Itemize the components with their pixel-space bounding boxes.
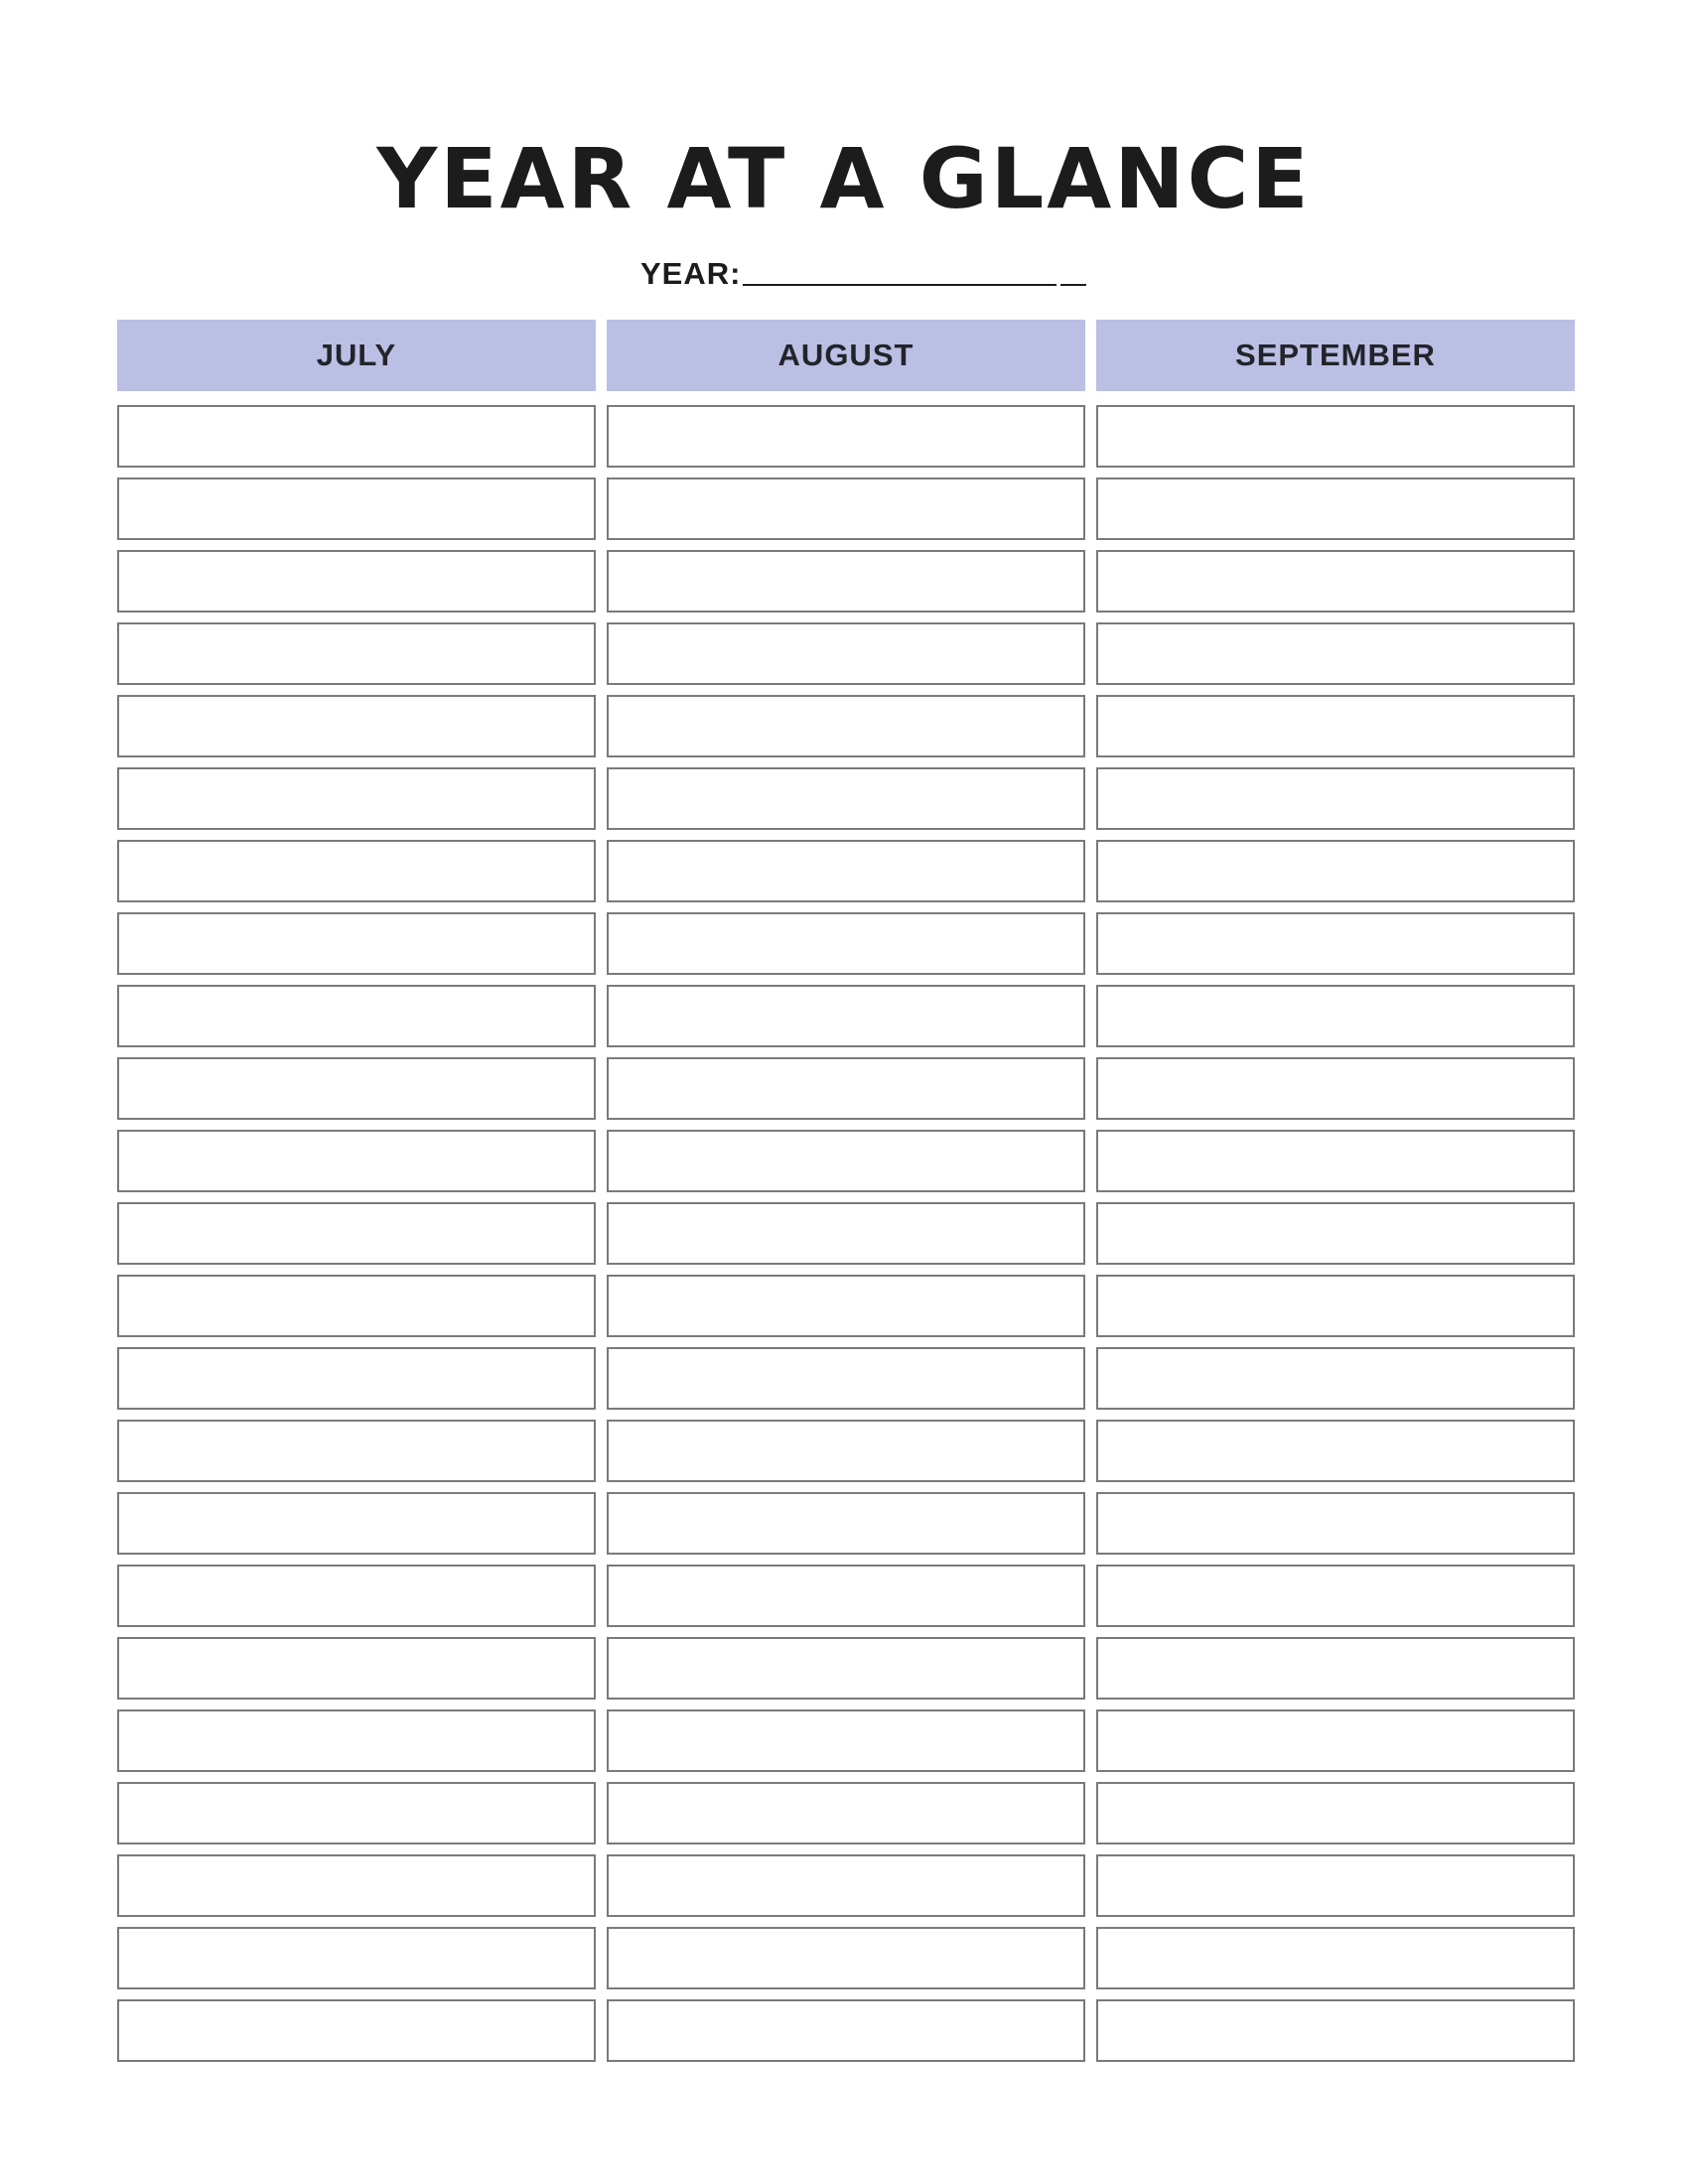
entry-box[interactable]: [1096, 1275, 1575, 1337]
month-header-september: SEPTEMBER: [1096, 320, 1575, 391]
entry-box[interactable]: [1096, 1347, 1575, 1410]
entry-box[interactable]: [1096, 767, 1575, 830]
entry-box[interactable]: [607, 1275, 1085, 1337]
entry-box[interactable]: [117, 1782, 596, 1844]
entry-box[interactable]: [1096, 1854, 1575, 1917]
entry-box[interactable]: [117, 1492, 596, 1555]
entry-box[interactable]: [607, 405, 1085, 468]
entry-box[interactable]: [117, 1202, 596, 1265]
entry-box[interactable]: [1096, 1782, 1575, 1844]
entry-box[interactable]: [1096, 1637, 1575, 1700]
entry-box[interactable]: [1096, 1565, 1575, 1627]
entry-box[interactable]: [1096, 1492, 1575, 1555]
entry-box[interactable]: [1096, 1927, 1575, 1989]
entry-box[interactable]: [117, 985, 596, 1047]
entry-box[interactable]: [607, 1709, 1085, 1772]
page-title: YEAR AT A GLANCE: [376, 130, 1312, 227]
entry-box[interactable]: [1096, 622, 1575, 685]
entry-box[interactable]: [607, 1999, 1085, 2062]
entry-box[interactable]: [1096, 1202, 1575, 1265]
entry-box[interactable]: [1096, 1130, 1575, 1192]
entry-box[interactable]: [117, 1420, 596, 1482]
entry-box[interactable]: [1096, 1999, 1575, 2062]
month-cells-september: [1096, 405, 1575, 2072]
entry-box[interactable]: [607, 985, 1085, 1047]
entry-box[interactable]: [607, 1782, 1085, 1844]
entry-box[interactable]: [607, 622, 1085, 685]
entry-box[interactable]: [607, 478, 1085, 540]
entry-box[interactable]: [1096, 985, 1575, 1047]
entry-box[interactable]: [607, 1202, 1085, 1265]
year-label: YEAR:: [640, 256, 742, 291]
month-column-september: [1096, 320, 1575, 2072]
entry-box[interactable]: [1096, 1709, 1575, 1772]
entry-box[interactable]: [607, 1565, 1085, 1627]
entry-box[interactable]: [117, 1130, 596, 1192]
month-column-august: [607, 320, 1085, 2072]
entry-box[interactable]: [607, 695, 1085, 757]
month-cells-july: [117, 405, 596, 2072]
entry-box[interactable]: [117, 1057, 596, 1120]
year-input-line[interactable]: [743, 250, 1086, 286]
month-header-august: AUGUST: [607, 320, 1085, 391]
entry-box[interactable]: [117, 912, 596, 975]
entry-box[interactable]: [607, 1637, 1085, 1700]
entry-box[interactable]: [1096, 550, 1575, 613]
entry-box[interactable]: [607, 1420, 1085, 1482]
month-column-july: [117, 320, 596, 2072]
month-header-july: JULY: [117, 320, 596, 391]
entry-box[interactable]: [607, 840, 1085, 902]
entry-box[interactable]: [117, 1709, 596, 1772]
entry-box[interactable]: [1096, 1420, 1575, 1482]
entry-box[interactable]: [607, 1927, 1085, 1989]
entry-box[interactable]: [117, 1347, 596, 1410]
entry-box[interactable]: [117, 1927, 596, 1989]
entry-box[interactable]: [117, 405, 596, 468]
entry-box[interactable]: [607, 767, 1085, 830]
entry-box[interactable]: [117, 1565, 596, 1627]
month-cells-august: [607, 405, 1085, 2072]
entry-box[interactable]: [117, 695, 596, 757]
entry-box[interactable]: [117, 767, 596, 830]
entry-box[interactable]: [117, 840, 596, 902]
entry-box[interactable]: [1096, 405, 1575, 468]
entry-box[interactable]: [1096, 695, 1575, 757]
entry-box[interactable]: [607, 550, 1085, 613]
entry-box[interactable]: [117, 478, 596, 540]
year-field: [640, 248, 1086, 292]
entry-box[interactable]: [1096, 840, 1575, 902]
entry-box[interactable]: [117, 550, 596, 613]
months-grid: [117, 320, 1575, 2072]
entry-box[interactable]: [117, 622, 596, 685]
entry-box[interactable]: [607, 1492, 1085, 1555]
entry-box[interactable]: [1096, 478, 1575, 540]
entry-box[interactable]: [117, 1275, 596, 1337]
entry-box[interactable]: [607, 912, 1085, 975]
entry-box[interactable]: [607, 1854, 1085, 1917]
entry-box[interactable]: [607, 1057, 1085, 1120]
entry-box[interactable]: [117, 1637, 596, 1700]
entry-box[interactable]: [1096, 1057, 1575, 1120]
entry-box[interactable]: [117, 1999, 596, 2062]
entry-box[interactable]: [117, 1854, 596, 1917]
entry-box[interactable]: [607, 1130, 1085, 1192]
entry-box[interactable]: [607, 1347, 1085, 1410]
entry-box[interactable]: [1096, 912, 1575, 975]
